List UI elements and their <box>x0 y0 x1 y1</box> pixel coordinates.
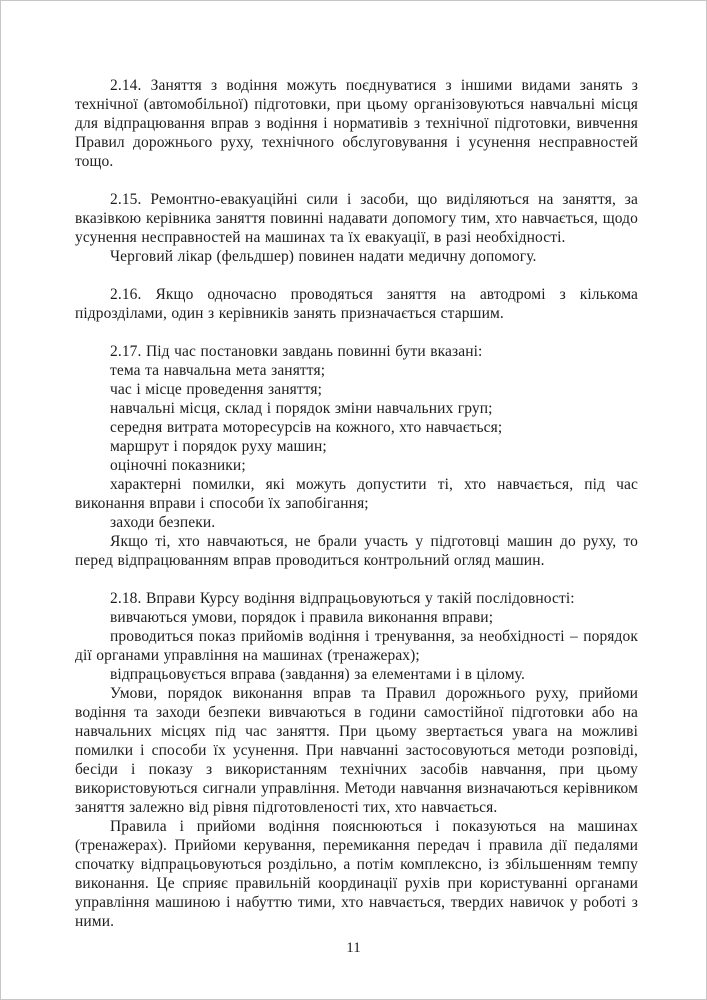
para-2-15: 2.15. Ремонтно-евакуаційні сили і засоби, що виділяються на заняття, за вказівкою керівника заняття повинні надавати допомогу тим, хто навчається, щодо усунення несправностей на машинах та їх евакуації, в разі необхідності. <box>75 191 638 246</box>
page-number: 11 <box>346 940 361 956</box>
para-2-17-inspection: Якщо ті, хто навчаються, не брали участь у підготовці машин до руху, то перед відпрацюванням вправ проводиться контрольний огляд машин. <box>75 533 638 569</box>
list-item-typical-errors: характерні помилки, які можуть допустити ті, хто навчається, під час виконання вправи і способи їх запобігання; <box>75 476 638 512</box>
list-item-safety: заходи безпеки. <box>110 514 216 531</box>
para-2-17-intro: 2.17. Під час постановки завдань повинні бути вказані: <box>110 343 483 360</box>
list-item-practice: відпрацьовується вправа (завдання) за елементами і в цілому. <box>110 666 525 683</box>
list-item-training-places: навчальні місця, склад і порядок зміни навчальних груп; <box>110 400 493 417</box>
list-item-evaluation: оціночні показники; <box>110 457 246 474</box>
list-item-theme: тема та навчальна мета заняття; <box>110 362 326 379</box>
para-2-18-intro: 2.18. Вправи Курсу водіння відпрацьовуються у такій послідовності: <box>110 590 575 607</box>
list-item-motor-resources: середня витрата моторесурсів на кожного, хто навчається; <box>110 419 503 436</box>
list-item-time-place: час і місце проведення заняття; <box>110 381 323 398</box>
list-item-conditions: вивчаються умови, порядок і правила виконання вправи; <box>110 609 494 626</box>
para-2-18-methods: Умови, порядок виконання вправ та Правил дорожнього руху, прийоми водіння та заходи безпеки вивчаються в години самостійної підготовки або на навчальних місцях під час заняття. При цьому звертається увага на можливі помилки і способи їх усунення. При навчанні застосовуються методи розповіді, бесіди і показу з використанням технічних засобів навчання, при цьому використовуються сигнали управління. Методи навчання визначаються керівником заняття залежно від рівня підготовленості тих, хто навчається. <box>75 685 638 816</box>
para-2-15-medic: Черговий лікар (фельдшер) повинен надати медичну допомогу. <box>110 248 537 265</box>
para-2-16: 2.16. Якщо одночасно проводяться заняття на автодромі з кількома підрозділами, один з керівників занять призначається старшим. <box>75 286 638 322</box>
para-2-14: 2.14. Заняття з водіння можуть поєднуватися з іншими видами занять з технічної (автомобільної) підготовки, при цьому організовуються навчальні місця для відпрацювання вправ з водіння і нормативів з технічної підготовки, вивчення Правил дорожнього руху, технічного обслуговування і усунення несправностей тощо. <box>75 77 638 170</box>
list-item-demonstration: проводиться показ прийомів водіння і тренування, за необхідності – порядок дії органами управління на машинах (тренажерах); <box>75 628 638 664</box>
list-item-route: маршрут і порядок руху машин; <box>110 438 327 455</box>
para-2-18-rules: Правила і прийоми водіння пояснюються і показуються на машинах (тренажерах). Прийоми керування, перемикання передач і правила дії педалями спочатку відпрацьовуються роздільно, а потім комплексно, із збільшенням темпу виконання. Це сприяє правильній координації рухів при користуванні органами управління машиною і набуттю тими, хто навчається, твердих навичок у роботі з ними. <box>75 818 638 930</box>
